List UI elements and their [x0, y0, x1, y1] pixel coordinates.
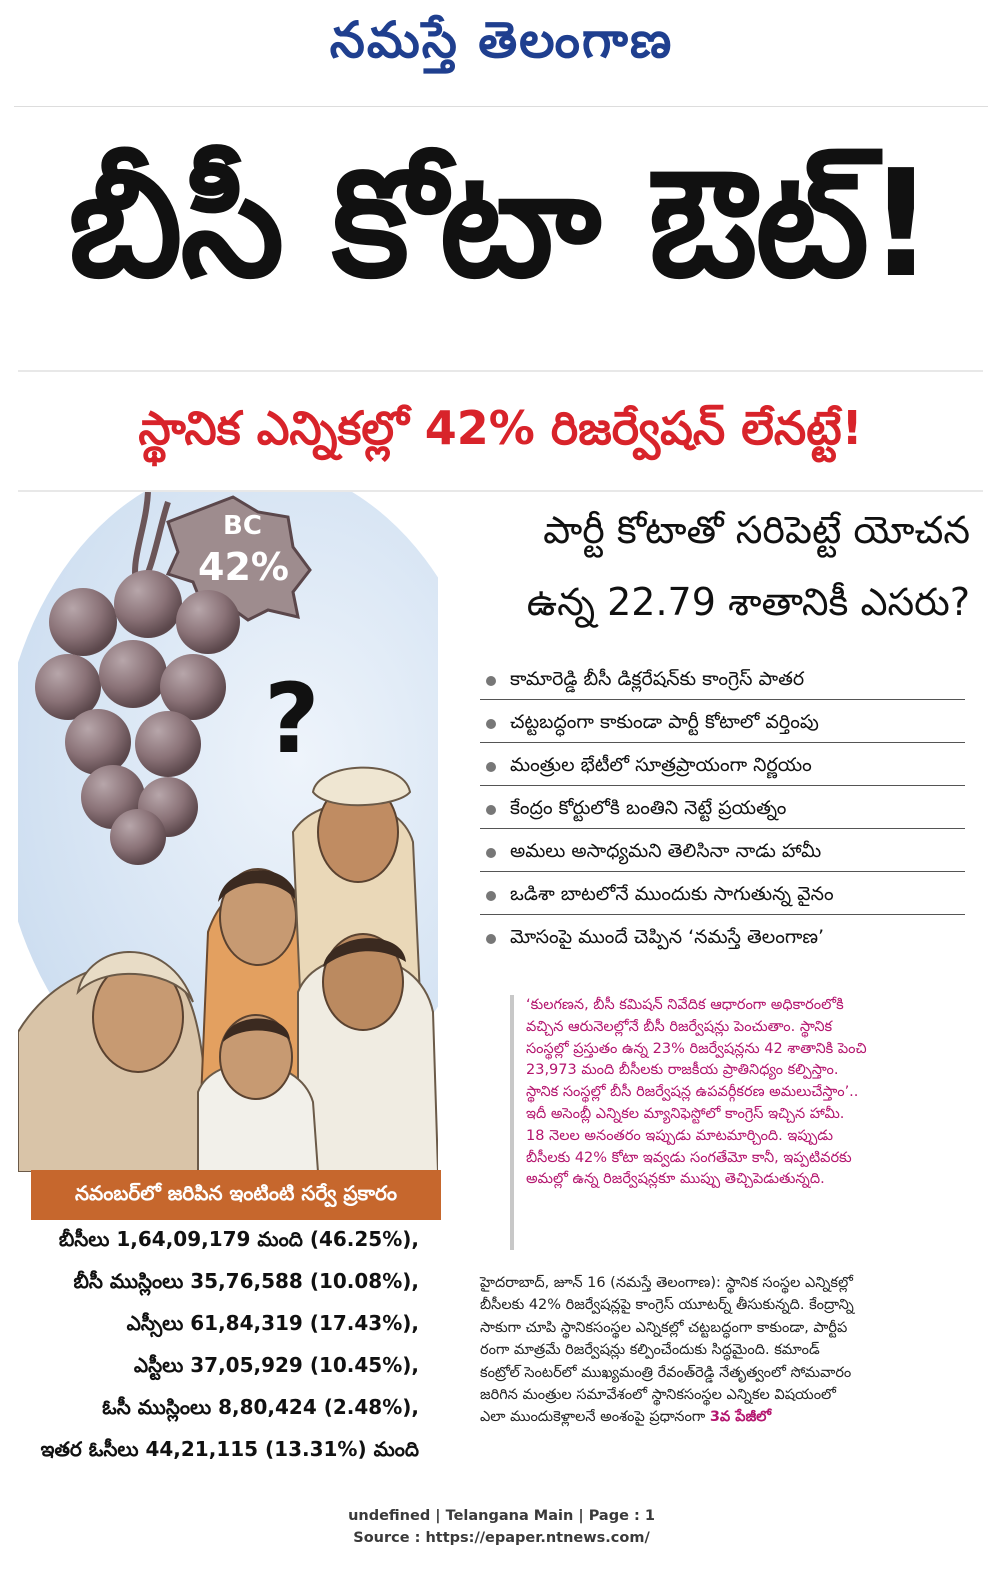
bullet-text: కామారెడ్డి బీసీ డిక్లరేషన్‌కు కాంగ్రెస్ పాతర: [510, 667, 805, 690]
bullet-list: [480, 663, 965, 963]
body-line: హైదరాబాద్, జూన్ 16 (నమస్తే తెలంగాణ): స్థానిక సంస్థల ఎన్నికల్లో: [480, 1275, 853, 1291]
footer: [0, 1505, 1003, 1549]
bullet-text: ఒడిశా బాటలోనే ముందుకు సాగుతున్న వైనం: [510, 882, 834, 905]
bullet-text: మంత్రుల భేటీలో సూత్రప్రాయంగా నిర్ణయం: [510, 753, 812, 776]
stats-header: నవంబర్‌లో జరిపిన ఇంటింటి సర్వే ప్రకారం: [31, 1170, 441, 1220]
bullet-item: [480, 835, 965, 872]
continued-jump-link[interactable]: 3వ పేజీలో: [709, 1409, 772, 1426]
bullet-dot-icon: [486, 762, 496, 772]
bullet-item: [480, 706, 965, 743]
body-line: జరిగిన మంత్రుల సమావేశంలో స్థానికసంస్థల ఎన్నికల విషయంలో: [480, 1387, 836, 1404]
body-line: రంగా మాత్రమే రిజర్వేషన్లు కల్పించేందుకు సిద్ధమైంది. కమాండ్: [480, 1342, 820, 1359]
bullet-dot-icon: [486, 848, 496, 858]
masthead-title: నమస్తే తెలంగాణ: [329, 10, 674, 69]
quote-line: ‘కులగణన, బీసీ కమిషన్ నివేదిక ఆధారంగా అధికారంలోకి: [526, 997, 844, 1013]
quote-line: 18 నెలల అనంతరం ఇప్పుడు మాటమార్చింది. ఇప్పుడు: [526, 1127, 833, 1144]
quote-line: అమల్లో ఉన్న రిజర్వేషన్లకూ ముప్పు తెచ్చిపెడుతున్నది.: [526, 1171, 825, 1188]
stats-row: బీసీలు 1,64,09,179 మంది (46.25%),: [58, 1226, 419, 1251]
deck-line-2: ఉన్న 22.79 శాతానికీ ఎసరు?: [526, 580, 970, 624]
body-line: [480, 1406, 970, 1428]
pull-quote: [510, 995, 965, 1250]
badge-line1: BC: [223, 511, 262, 541]
bullet-item: [480, 792, 965, 829]
question-mark: ?: [264, 663, 320, 775]
article-body: [480, 1272, 970, 1429]
bullet-dot-icon: [486, 676, 496, 686]
survey-stats-box: [31, 1170, 441, 1478]
bullet-item: [480, 749, 965, 786]
bullet-text: కేంద్రం కోర్టులోకి బంతిని నెట్టే ప్రయత్నం: [510, 796, 787, 819]
headline: బీసీ కోటా ఔట్!: [68, 138, 933, 310]
bullet-dot-icon: [486, 719, 496, 729]
badge-line2: 42%: [198, 545, 289, 589]
stats-row: ఎస్టీలు 37,05,929 (10.45%),: [133, 1352, 419, 1377]
body-line: బీసీలకు 42% రిజర్వేషన్లపై కాంగ్రెస్ యూటర్న్ తీసుకున్నది. కేంద్రాన్ని: [480, 1297, 854, 1314]
stats-row: బీసీ ముస్లింలు 35,76,588 (10.08%),: [73, 1268, 419, 1293]
stats-row: ఓసీ ముస్లింలు 8,80,424 (2.48%),: [102, 1394, 419, 1419]
subheadline: స్థానిక ఎన్నికల్లో 42% రిజర్వేషన్ లేనట్టే!: [138, 401, 863, 455]
bullet-dot-icon: [486, 891, 496, 901]
quote-line: ఇదీ అసెంబ్లీ ఎన్నికల మ్యానిఫెస్టోలో కాంగ్రెస్ ఇచ్చిన హామీ.: [526, 1105, 845, 1122]
bullet-dot-icon: [486, 934, 496, 944]
body-line: కంట్రోల్ సెంటర్‌లో ముఖ్యమంత్రి రేవంత్‌రెడ్డి నేతృత్వంలో సోమవారం: [480, 1364, 852, 1381]
quote-line: సంస్థల్లో ప్రస్తుతం ఉన్న 23% రిజర్వేషన్లను 42 శాతానికి పెంచి: [526, 1040, 867, 1057]
deck-line-1: పార్టీ కోటాతో సరిపెట్టే యోచన: [543, 508, 970, 552]
bullet-dot-icon: [486, 805, 496, 815]
body-line: సాకుగా చూపి స్థానికసంస్థల ఎన్నికల్లో చట్టబద్ధంగా కాకుండా, పార్టీప: [480, 1319, 848, 1336]
bullet-item: [480, 663, 965, 700]
divider: [18, 370, 983, 372]
footer-source: Source : https://epaper.ntnews.com/: [353, 1530, 650, 1546]
bullet-text: మోసంపై ముందే చెప్పిన ‘నమస్తే తెలంగాణ’: [510, 925, 825, 948]
bullet-text: అమలు అసాధ్యమని తెలిసినా నాడు హామీ: [510, 839, 822, 862]
bullet-item: [480, 878, 965, 915]
stats-row: ఎస్సీలు 61,84,319 (17.43%),: [126, 1310, 419, 1335]
quote-line: 23,973 మంది బీసీలకు రాజకీయ ప్రాతినిధ్యం కల్పిస్తాం.: [526, 1062, 839, 1079]
quote-line: వచ్చిన ఆరునెలల్లోనే బీసీ రిజర్వేషన్లు పెంచుతాం. స్థానిక: [526, 1018, 833, 1035]
bullet-text: చట్టబద్ధంగా కాకుండా పార్టీ కోటాలో వర్తింపు: [510, 710, 819, 733]
quote-line: స్థానిక సంస్థల్లో బీసీ రిజర్వేషన్ల ఉపవర్గీకరణ అమలుచేస్తాం’..: [526, 1084, 859, 1101]
stats-row: ఇతర ఓసీలు 44,21,115 (13.31%) మంది: [40, 1436, 419, 1461]
masthead: [0, 0, 1003, 92]
footer-page-info: undefined | Telangana Main | Page : 1: [348, 1508, 655, 1524]
quote-line: బీసీలకు 42% కోటా ఇవ్వడు సంగతేమో కానీ, ఇప్పటివరకు: [526, 1149, 852, 1166]
bullet-item: [480, 921, 965, 957]
body-last-line: ఎలా ముందుకెళ్లాలనే అంశంపై ప్రధానంగా: [480, 1409, 706, 1426]
